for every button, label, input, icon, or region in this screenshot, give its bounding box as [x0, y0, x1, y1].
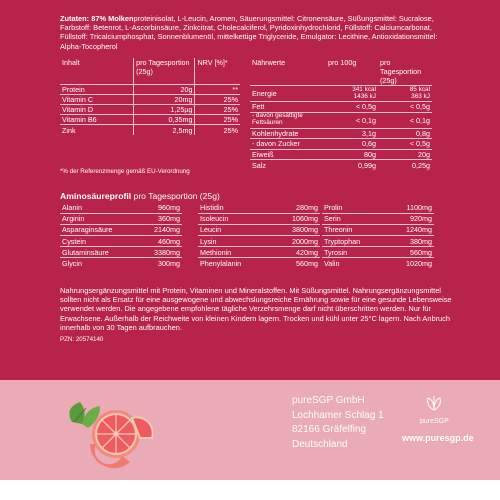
vit-nrv: 25% [195, 104, 240, 114]
table-row [198, 202, 320, 213]
table-row [322, 202, 434, 213]
amino-table-col1 [60, 202, 182, 269]
amino-value: 460mg [141, 236, 182, 247]
table-row [60, 247, 182, 258]
table-row [250, 112, 432, 128]
vit-nrv: 25% [195, 125, 240, 135]
vit-nrv: 25% [195, 115, 240, 125]
amino-name: Tyrosin [322, 247, 395, 258]
amino-name: Isoleucin [198, 213, 279, 224]
table-row [60, 236, 182, 247]
table-row [322, 224, 434, 235]
amino-name: Arginin [60, 213, 141, 224]
website-url[interactable]: www.puresgp.de [402, 433, 474, 443]
amino-value: 1100mg [395, 202, 434, 213]
vitamins-table [60, 58, 240, 135]
company-city: 82166 Gräfelfing [292, 424, 366, 435]
table-row [250, 160, 432, 171]
vit-amount: 1,25µg [134, 104, 195, 114]
vit-header-portion: pro Tagesportion (25g) [134, 58, 195, 84]
amino-name: Prolin [322, 202, 395, 213]
brand-logo [420, 394, 449, 425]
amino-name: Glutaminsäure [60, 247, 141, 258]
amino-title-bold: Aminosäureprofil [60, 191, 132, 201]
amino-value: 300mg [158, 259, 180, 269]
ingredients-label: Zutaten: [60, 14, 90, 23]
amino-value: 560mg [395, 247, 434, 258]
amino-name: Glycin [62, 259, 82, 269]
amino-value: 360mg [141, 213, 182, 224]
vit-name: Vitamin B6 [60, 115, 134, 125]
nut-per100: 0,6g [326, 139, 378, 150]
nut-header-100g: pro 100g [326, 58, 378, 86]
company-street: Lochhamer Schlag 1 [292, 409, 384, 421]
nut-per100: 3,1g [326, 128, 378, 139]
table-row [250, 102, 432, 113]
amino-table-col2 [198, 202, 320, 269]
vit-nrv: ** [195, 84, 240, 94]
table-row [322, 258, 434, 269]
amino-value: 2140mg [141, 224, 182, 235]
table-row [60, 213, 182, 224]
nut-per100: 80g [326, 149, 378, 160]
vit-nrv: 25% [195, 94, 240, 104]
nut-name: - davon Zucker [250, 139, 326, 150]
amino-title-rest: pro Tagesportion (25g) [131, 191, 220, 201]
table-row [60, 258, 182, 269]
footer-panel [0, 380, 500, 500]
table-row [60, 94, 240, 104]
nut-portion: 20g [378, 149, 432, 160]
vit-amount: 2,5mg [134, 125, 195, 135]
energy-100-kj: 1436 kJ [353, 92, 376, 100]
vit-amount: 0,35mg [134, 115, 195, 125]
table-row [60, 115, 240, 125]
nut-per100: 0,99g [358, 160, 376, 170]
nut-name: Salz [252, 160, 266, 170]
nut-name: Energie [250, 86, 326, 102]
vit-name: Vitamin C [60, 94, 134, 104]
vit-header-inhalt: Inhalt [60, 58, 134, 84]
nut-portion: < 0,5g [378, 139, 432, 150]
table-row [60, 104, 240, 114]
leaf-logo-icon [424, 394, 444, 412]
table-row [198, 236, 320, 247]
amino-value: 960mg [141, 202, 182, 213]
amino-value: 3800mg [279, 224, 320, 235]
nut-name: Eiweiß [250, 149, 326, 160]
brand-name: pureSGP [420, 418, 449, 425]
amino-name: Alanin [60, 202, 141, 213]
amino-name: Leucin [198, 224, 279, 235]
nut-energy-100 [326, 86, 378, 102]
company-address [292, 394, 384, 452]
amino-name: Phenylalanin [200, 259, 242, 269]
footnote: *% der Referenzmenge gemäß EU-Verordnung [60, 168, 190, 175]
nut-name-text: - davon gesättigte Fettsäuren [252, 112, 303, 126]
amino-name: Methionin [198, 247, 279, 258]
nut-portion: 0,25g [412, 160, 430, 170]
amino-value: 3380mg [141, 247, 182, 258]
ingredients-text [60, 14, 452, 51]
table-row [198, 224, 320, 235]
usage-info: Nahrungsergänzungsmittel mit Protein, Vitaminen und Mineralstoffen. Mit Süßungsmittel. Nahrungsergänzungsmittel sollten nicht als Ersatz für eine ausgewogene und abwechslungsreiche Ernährung sowie für eine gesunde Lebensweise verwendet werden. Die angegebene empfohlene tägliche Verzehrsmenge darf nicht überschritten werden. Nur für Erwachsene. Außerhalb der Reichweite von kleinen Kindern lagern. Trocken und kühl unter 25°C lagern. Nach Anbruch innerhalb von 30 Tagen aufbrauchen. [60, 286, 452, 332]
table-row [60, 84, 240, 94]
nut-portion: 0,8g [378, 128, 432, 139]
nutrition-table [250, 58, 432, 170]
ingredients-bold: 87% Molken [91, 14, 134, 23]
amino-value: 380mg [395, 236, 434, 247]
amino-value: 1060mg [279, 213, 320, 224]
table-row [60, 125, 240, 135]
amino-value: 560mg [296, 259, 318, 269]
table-row [250, 128, 432, 139]
energy-100-kcal: 341 kcal [352, 85, 376, 93]
amino-name: Threonin [322, 224, 395, 235]
vit-name: Protein [60, 84, 134, 94]
table-row [198, 247, 320, 258]
amino-value: 1020mg [406, 259, 432, 269]
amino-name: Histidin [198, 202, 279, 213]
amino-value: 2000mg [279, 236, 320, 247]
amino-value: 420mg [279, 247, 320, 258]
nut-energy-portion [378, 86, 432, 102]
nut-header-portion: pro Tagesportion (25g) [378, 58, 432, 86]
energy-portion-kj: 363 kJ [411, 92, 430, 100]
amino-name: Valin [324, 259, 340, 269]
table-row [322, 236, 434, 247]
vit-name: Zink [62, 125, 76, 135]
table-row [198, 258, 320, 269]
amino-name: Lysin [198, 236, 279, 247]
amino-table-col3 [322, 202, 434, 269]
amino-name: Asparaginsäure [60, 224, 141, 235]
amino-name: Cystein [60, 236, 141, 247]
energy-portion-kcal: 85 kcal [409, 85, 430, 93]
table-row [322, 247, 434, 258]
bottom-strip [0, 480, 500, 500]
pzn-number: PZN: 20574140 [60, 336, 104, 343]
amino-title [60, 191, 220, 201]
vit-name: Vitamin D [60, 104, 134, 114]
nut-name: Fett [250, 102, 326, 113]
amino-value: 280mg [279, 202, 320, 213]
amino-value: 920mg [395, 213, 434, 224]
table-row [250, 149, 432, 160]
amino-name: Tryptophan [322, 236, 395, 247]
nut-portion: < 0,5g [378, 102, 432, 113]
vit-header-nrv: NRV [%]* [195, 58, 240, 84]
table-row [250, 86, 432, 102]
nut-portion: < 0,1g [378, 112, 432, 128]
vit-amount: 20mg [134, 94, 195, 104]
table-row [60, 224, 182, 235]
nut-per100: < 0,1g [326, 112, 378, 128]
nut-header-name: Nährwerte [250, 58, 326, 86]
nut-name [250, 112, 326, 128]
company-country: Deutschland [292, 438, 348, 450]
nut-per100: < 0,5g [326, 102, 378, 113]
table-row [60, 202, 182, 213]
vit-amount: 20g [134, 84, 195, 94]
table-row [198, 213, 320, 224]
table-row [322, 213, 434, 224]
nut-name: Kohlenhydrate [250, 128, 326, 139]
company-name: pureSGP GmbH [292, 395, 365, 406]
table-row [250, 139, 432, 150]
grapefruit-icon [60, 398, 160, 470]
amino-value: 1240mg [395, 224, 434, 235]
amino-name: Serin [322, 213, 395, 224]
ingredients-list: proteinisolat, L-Leucin, Aromen, Säuerungsmittel: Citronensäure, Süßungsmittel: Sucralose, Farbstoff: Betenrot, L-Ascorbinsäure, Zinkcitrat, Cholecalciferol, Pyridoxinhydrochlorid, Füllstoff: Calciumcarbonat, Füllstoff: Tricalciumphosphat, Sonnenblumenöl, mittelkettige Triglyceride, Emulgator: Lecithine, Antioxidationsmittel: Alpha-Tocopherol [60, 14, 438, 51]
